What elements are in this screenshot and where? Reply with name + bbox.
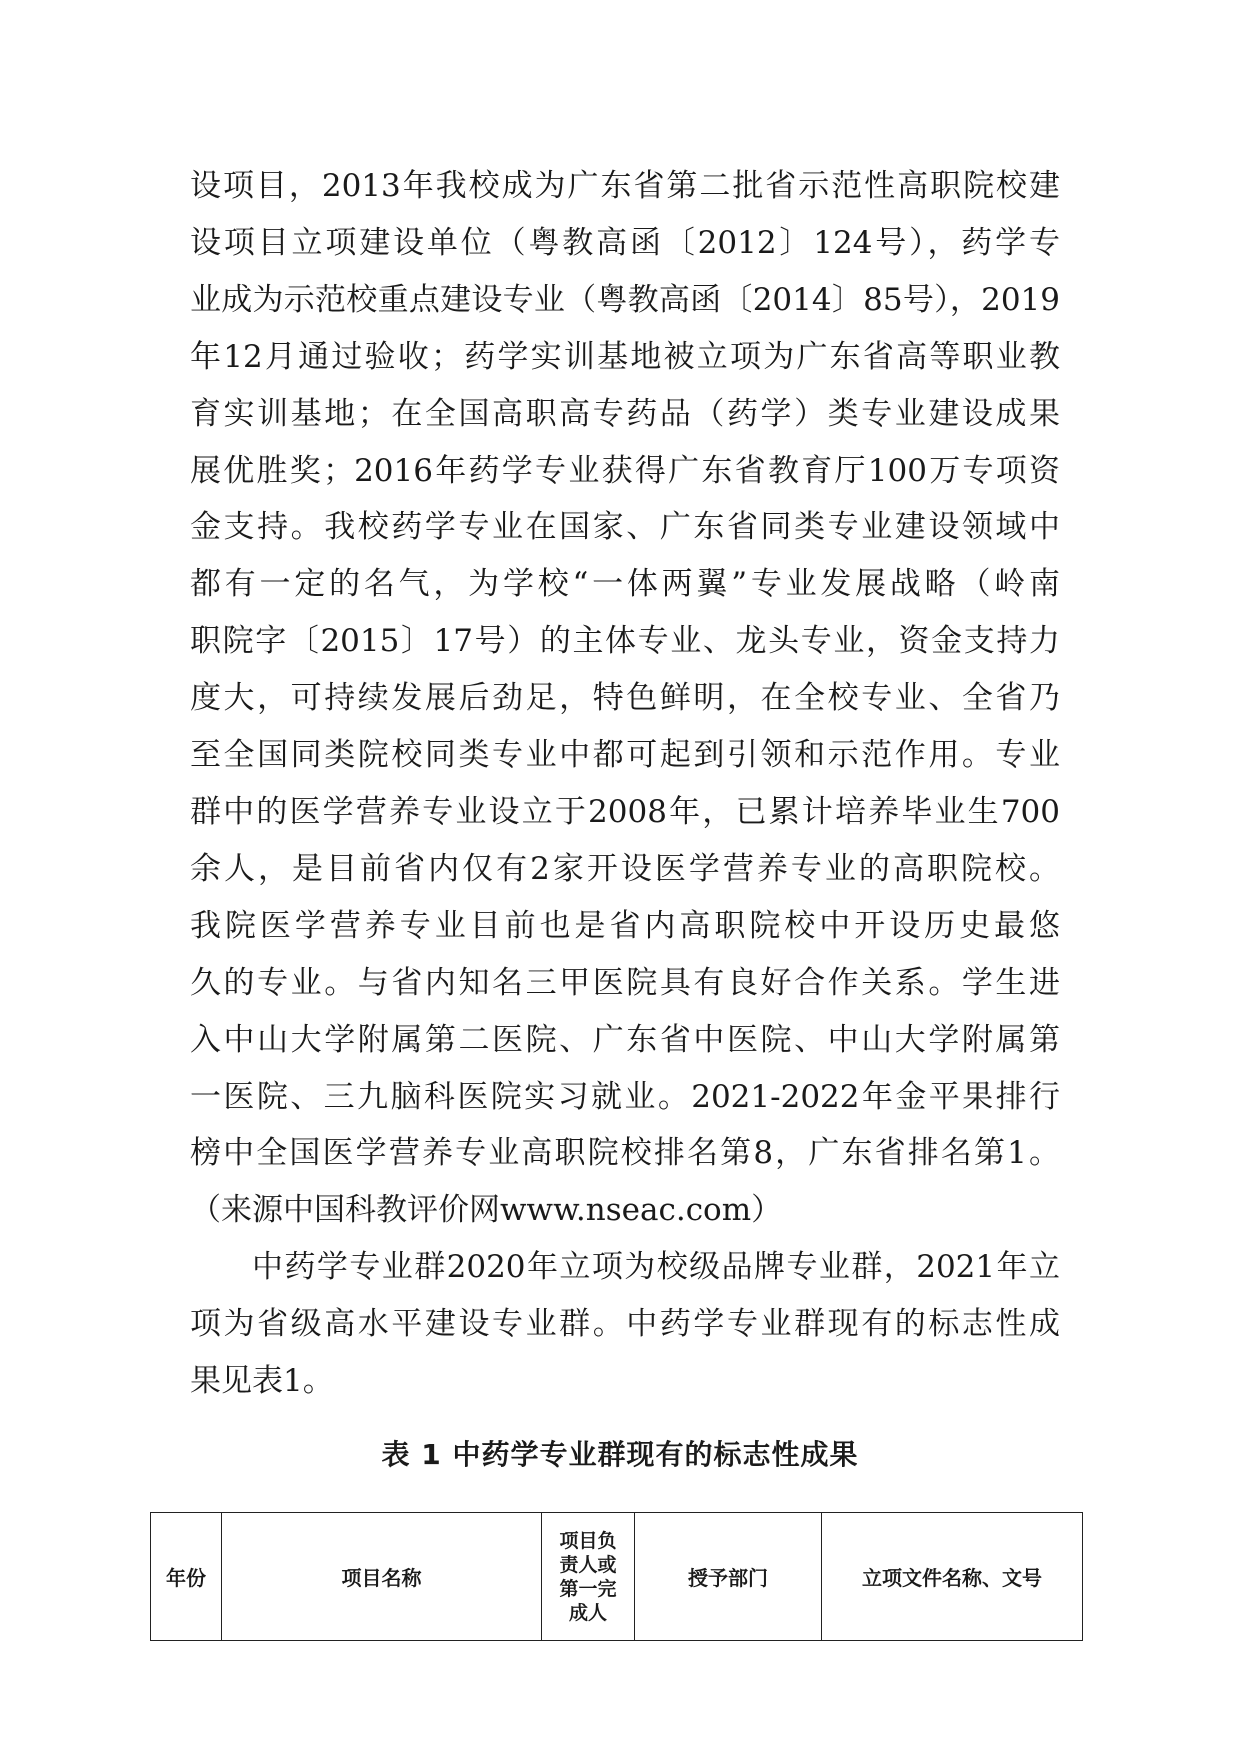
paragraph-1-line: 久的专业。与省内知名三甲医院具有良好合作关系。学生进 (190, 964, 1060, 1001)
header-department: 授予部门 (635, 1513, 822, 1641)
paragraph-2-line: 中药学专业群2020年立项为校级品牌专业群，2021年立 (252, 1249, 1060, 1286)
paragraph-1-line: 一医院、三九脑科医院实习就业。2021-2022年金平果排行 (190, 1078, 1060, 1115)
paragraph-1-line: 设项目立项建设单位（粤教高函〔2012〕124号），药学专 (190, 224, 1060, 261)
paragraph-2-line: 果见表1。 (190, 1363, 334, 1400)
paragraph-1-line: 余人，是目前省内仅有2家开设医学营养专业的高职院校。 (190, 850, 1060, 887)
header-project-name: 项目名称 (222, 1513, 542, 1641)
paragraph-1-line: 榜中全国医学营养专业高职院校排名第8，广东省排名第1。 (190, 1135, 1060, 1172)
paragraph-1-line: 设项目，2013年我校成为广东省第二批省示范性高职院校建 (190, 168, 1060, 204)
header-leader: 项目负 责人或 第一完 成人 (542, 1513, 635, 1641)
paragraph-1-line: 入中山大学附属第二医院、广东省中医院、中山大学附属第 (190, 1021, 1060, 1058)
paragraph-1-line: 育实训基地；在全国高职高专药品（药学）类专业建设成果 (190, 395, 1060, 432)
table-header-row (151, 1513, 1083, 1641)
paragraph-1-line: 都有一定的名气，为学校“一体两翼”专业发展战略（岭南 (190, 566, 1060, 603)
body-text (190, 158, 1060, 1410)
paragraph-1-line: （来源中国科教评价网www.nseac.com） (190, 1192, 783, 1229)
paragraph-1-line: 群中的医学营养专业设立于2008年，已累计培养毕业生700 (190, 793, 1060, 830)
paragraph-1-line: 至全国同类院校同类专业中都可起到引领和示范作用。专业 (190, 737, 1060, 774)
header-document: 立项文件名称、文号 (822, 1513, 1083, 1641)
paragraph-2-line: 项为省级高水平建设专业群。中药学专业群现有的标志性成 (190, 1306, 1060, 1343)
paragraph-1-line: 我院医学营养专业目前也是省内高职院校中开设历史最悠 (190, 907, 1060, 944)
achievements-table (150, 1512, 1083, 1641)
paragraph-1-line: 业成为示范校重点建设专业（粤教高函〔2014〕85号），2019 (190, 281, 1060, 318)
header-year: 年份 (151, 1513, 222, 1641)
paragraph-1-line: 展优胜奖；2016年药学专业获得广东省教育厅100万专项资 (190, 452, 1060, 489)
table-caption: 表 1 中药学专业群现有的标志性成果 (381, 1438, 859, 1471)
paragraph-1-line: 度大，可持续发展后劲足，特色鲜明，在全校专业、全省乃 (190, 680, 1060, 717)
paragraph-1-line: 年12月通过验收；药学实训基地被立项为广东省高等职业教 (190, 338, 1060, 375)
paragraph-1-line: 金支持。我校药学专业在国家、广东省同类专业建设领域中 (190, 509, 1060, 546)
paragraph-1-line: 职院字〔2015〕17号）的主体专业、龙头专业，资金支持力 (190, 623, 1060, 660)
